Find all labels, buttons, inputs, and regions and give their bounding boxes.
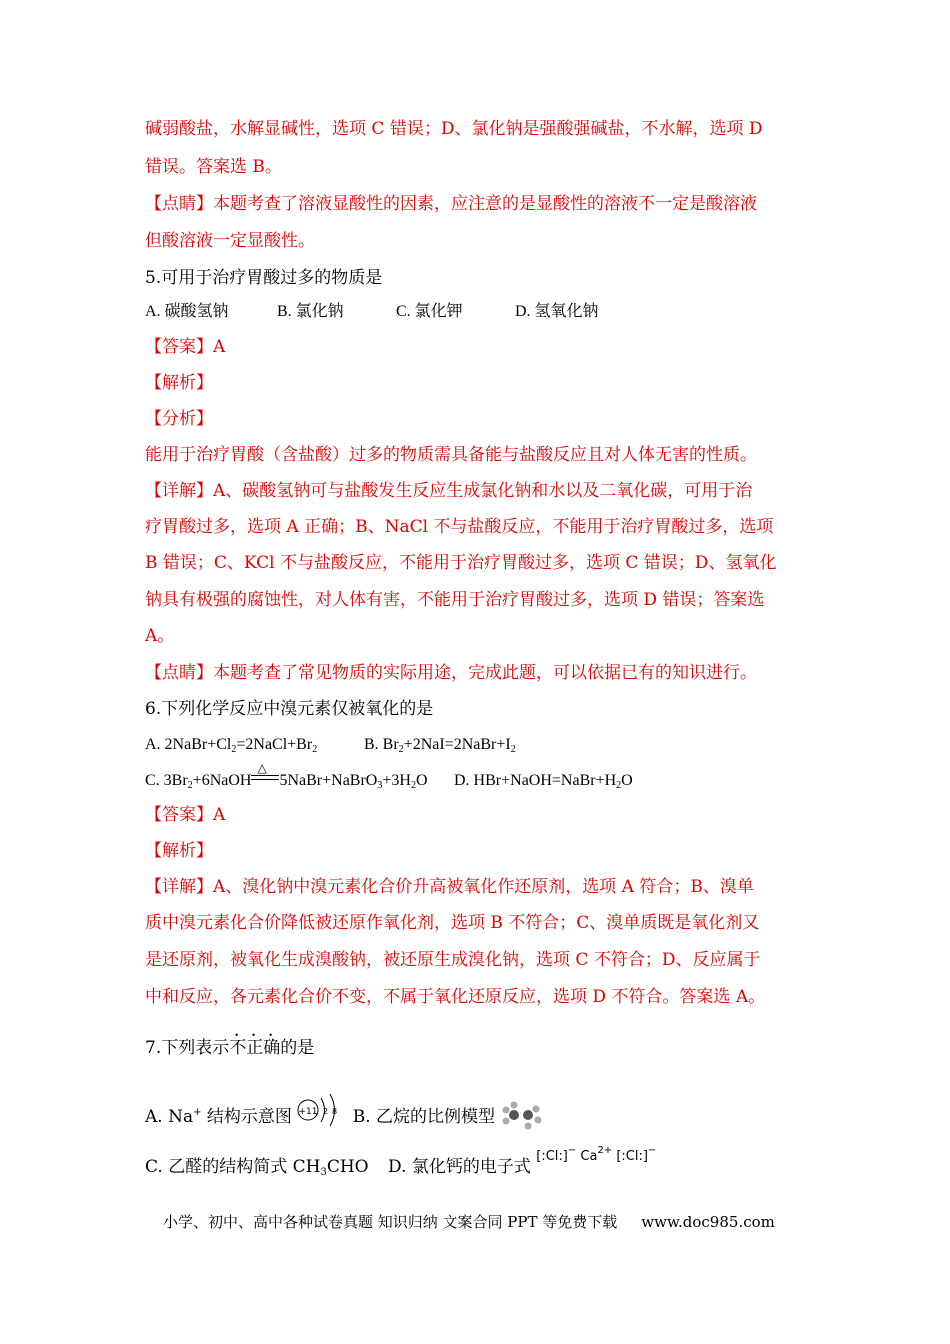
option-d: D. 氢氧化钠 xyxy=(515,303,599,320)
atom-structure-diagram xyxy=(297,1096,347,1132)
option-c: C. 乙醛的结构简式 $CH_3CHO$ xyxy=(145,1157,369,1178)
answer-label: 【答案】A xyxy=(145,805,226,825)
dianjing-line: 【点睛】本题考查了常见物质的实际用途，完成此题，可以依据已有的知识进行。 xyxy=(145,663,757,683)
text-line: 但酸溶液一定显酸性。 xyxy=(145,231,315,251)
detail-line: A。 xyxy=(145,626,175,646)
page-footer xyxy=(163,1211,775,1232)
footer-text: 小学、初中、高中各种试卷真题 知识归纳 文案合同 PPT 等免费下载 xyxy=(163,1213,618,1231)
svg-text:2: 2 xyxy=(323,1107,329,1116)
question-7-options-ab xyxy=(145,1096,546,1132)
question-5: 5.可用于治疗胃酸过多的物质是 xyxy=(145,268,383,288)
footer-url[interactable]: www.doc985.com xyxy=(641,1213,775,1231)
svg-text:8: 8 xyxy=(332,1107,338,1116)
question-6: 6.下列化学反应中溴元素仅被氧化的是 xyxy=(145,699,434,719)
detail-line: B 错误；C、KCl 不与盐酸反应，不能用于治疗胃酸过多，选项 C 错误；D、氢氧化 xyxy=(145,553,777,573)
option-b: B. $Br_2+2NaI=2NaBr+I_2$ xyxy=(364,736,516,755)
question-6-options-cd xyxy=(145,761,633,793)
option-b: B. 氯化钠 xyxy=(277,303,344,320)
fenxi-label: 【分析】 xyxy=(145,409,213,429)
question-5-options xyxy=(145,300,599,324)
option-c: C. 氯化钾 xyxy=(396,303,463,320)
question-7-options-cd xyxy=(145,1145,657,1181)
detail-line: 是还原剂，被氧化生成溴酸钠，被还原生成溴化钠，选项 C 不符合；D、反应属于 xyxy=(145,950,761,970)
dianjing-line: 【点睛】本题考查了溶液显酸性的因素，应注意的是显酸性的溶液不一定是酸溶液 xyxy=(145,194,757,214)
detail-line: 【详解】A、碳酸氢钠可与盐酸发生反应生成氯化钠和水以及二氧化碳，可用于治 xyxy=(145,481,753,501)
option-a: A. Na+ 结构示意图 xyxy=(145,1107,292,1127)
option-a: A. 碳酸氢钠 xyxy=(145,303,229,320)
detail-line: 疗胃酸过多，选项 A 正确；B、NaCl 不与盐酸反应，不能用于治疗胃酸过多，选项 xyxy=(145,517,774,537)
question-6-options-ab xyxy=(145,733,516,757)
option-c: C. $3Br_2+6NaOH$ △ $5NaBr+NaBrO_3+3H_2O$ xyxy=(145,761,428,791)
option-d: D. 氯化钙的电子式 xyxy=(388,1157,531,1177)
text-line: 错误。答案选 B。 xyxy=(145,157,282,177)
heating-symbol: △ xyxy=(251,769,279,793)
text-line: 碱弱酸盐，水解显碱性，选项 C 错误；D、氯化钠是强酸强碱盐，不水解，选项 D xyxy=(145,119,763,139)
detail-line: 质中溴元素化合价降低被还原作氧化剂，选项 B 不符合；C、溴单质既是氧化剂又 xyxy=(145,913,760,933)
detail-line: 【详解】A、溴化钠中溴元素化合价升高被氧化作还原剂，选项 A 符合；B、溴单 xyxy=(145,877,754,897)
emphasis-char: 确 xyxy=(263,1038,281,1058)
option-b: B. 乙烷的比例模型 xyxy=(352,1107,496,1127)
emphasis-char: 正 xyxy=(246,1038,264,1058)
jiexi-label: 【解析】 xyxy=(145,841,213,861)
detail-line: 中和反应，各元素化合价不变，不属于氧化还原反应，选项 D 不符合。答案选 A。 xyxy=(145,987,766,1007)
jiexi-label: 【解析】 xyxy=(145,373,213,393)
ethane-model-image xyxy=(500,1100,546,1130)
svg-text:+11: +11 xyxy=(298,1107,318,1117)
answer-label: 【答案】A xyxy=(145,337,226,357)
fenxi-text: 能用于治疗胃酸（含盐酸）过多的物质需具备能与盐酸反应且对人体无害的性质。 xyxy=(145,445,757,465)
option-a: A. $2NaBr+Cl_2=2NaCl+Br_2$ xyxy=(145,736,318,755)
emphasis-char: 不 xyxy=(229,1038,247,1058)
electron-formula: [:Cl:]− Ca2+ [:Cl:]− xyxy=(536,1145,657,1164)
question-7: 7.下列表示不正确的是 xyxy=(145,1038,315,1058)
detail-line: 钠具有极强的腐蚀性，对人体有害，不能用于治疗胃酸过多，选项 D 错误；答案选 xyxy=(145,590,765,610)
option-d: D. $HBr+NaOH=NaBr+H_2O$ xyxy=(454,772,633,791)
